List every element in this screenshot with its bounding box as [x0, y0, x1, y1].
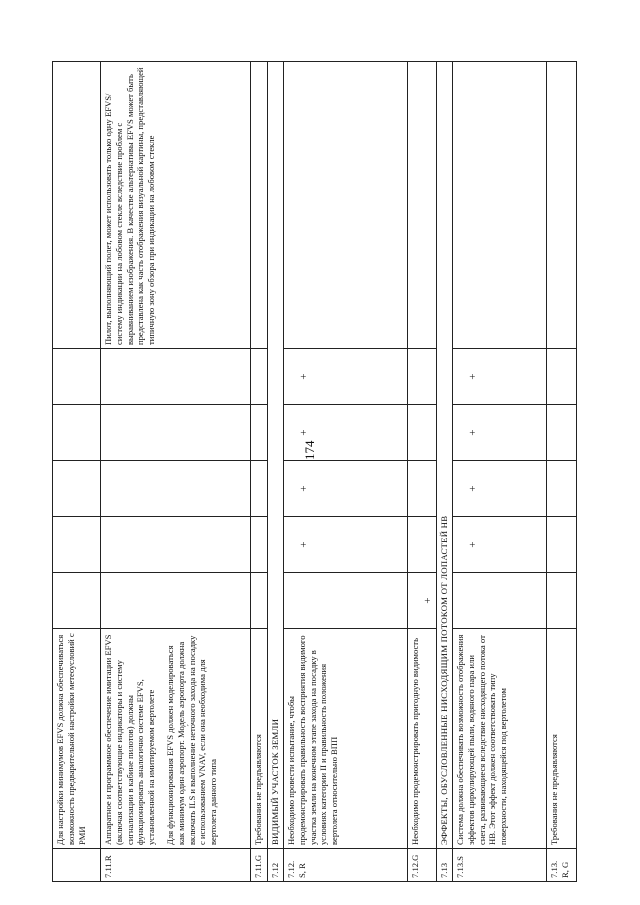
table-row — [53, 62, 101, 882]
level-mark-c2: + — [453, 517, 547, 573]
level-mark-c1 — [284, 573, 408, 629]
level-mark-c5 — [408, 349, 437, 405]
row-number: 7.12. S, R — [284, 849, 408, 882]
level-mark-c2 — [408, 517, 437, 573]
row-number: 7.12 — [268, 849, 284, 882]
requirement-paragraph: Аппаратное и программное обеспечение имитации EFVS (включая соответствующие индикаторы и систему сигнализации в кабине пилотов) должны функционировать аналогично системе EFVS, установленной на имитируемом вертолете — [103, 634, 157, 845]
level-mark-c5 — [251, 349, 268, 405]
rotated-table-container — [52, 62, 602, 882]
row-number: 7.13 — [437, 849, 453, 882]
level-mark-c5 — [547, 349, 577, 405]
row-number — [53, 849, 101, 882]
level-mark-c4 — [53, 405, 101, 461]
level-mark-c4 — [408, 405, 437, 461]
note-text: Пилот, выполняющий полет, может использовать только одну EFVS/систему индикации на лобовом стекле вследствие проблем с выравниванием изображения. В качестве альтернативы EFVS может быть представлена как часть отображения визуальной картины, представляющей типичную зону обзора при индикации на лобовом стекле — [101, 62, 251, 349]
level-mark-c4 — [251, 405, 268, 461]
level-mark-c1 — [53, 573, 101, 629]
note-text — [53, 62, 101, 349]
requirement-text — [453, 629, 547, 849]
level-mark-c5 — [101, 349, 251, 405]
level-mark-c1 — [251, 573, 268, 629]
section-heading: ЭФФЕКТЫ, ОБУСЛОВЛЕННЫЕ НИСХОДЯЩИМ ПОТОКОМ ОТ ЛОПАСТЕЙ НВ — [437, 62, 453, 849]
table-body — [53, 62, 577, 882]
level-mark-c2 — [53, 517, 101, 573]
row-number: 7.13. R, G — [547, 849, 577, 882]
level-mark-c2 — [251, 517, 268, 573]
requirement-text — [101, 629, 251, 849]
requirement-paragraph: Требования не предъявляются — [549, 734, 559, 845]
requirement-text — [53, 629, 101, 849]
level-mark-c4 — [101, 405, 251, 461]
level-mark-c3: + — [284, 461, 408, 517]
requirement-text — [251, 629, 268, 849]
table-row — [453, 62, 547, 882]
note-text — [453, 62, 547, 349]
requirement-paragraph: Для настройки минимумов EFVS должна обеспечиваться возможность предварительной настройки метеоусловий с РМИ — [55, 633, 87, 845]
level-mark-c1: + — [408, 573, 437, 629]
requirement-paragraph: Необходимо продемонстрировать пригодную видимость — [410, 638, 420, 845]
row-number: 7.11.G — [251, 849, 268, 882]
requirement-text — [284, 629, 408, 849]
level-mark-c4 — [547, 405, 577, 461]
level-mark-c3 — [53, 461, 101, 517]
requirements-table — [52, 61, 577, 882]
section-heading: ВИДИМЫЙ УЧАСТОК ЗЕМЛИ — [268, 62, 284, 849]
level-mark-c2: + — [284, 517, 408, 573]
row-number: 7.11.R — [101, 849, 251, 882]
note-text — [284, 62, 408, 349]
requirement-text — [408, 629, 437, 849]
level-mark-c1 — [101, 573, 251, 629]
level-mark-c1 — [547, 573, 577, 629]
table-row — [101, 62, 251, 882]
table-row — [284, 62, 408, 882]
table-row — [268, 62, 284, 882]
requirement-paragraph: Необходимо провести испытание, чтобы продемонстрировать правильность восприятия видимого участка земли на конечном этапе захода на посадку в условиях категории II и правильность положения вертолета относительно ВПП — [286, 635, 340, 845]
page-number: 174 — [302, 440, 317, 460]
table-row — [251, 62, 268, 882]
level-mark-c4: + — [453, 405, 547, 461]
requirement-paragraph: Для функционирования EFVS должен моделироваться как минимум один аэропорт. Модель аэропорта должна включать ILS и выполнение нето́чного захода на посадку с использованием VNAV, если она необходима для вертолета данного типа — [164, 635, 219, 845]
level-mark-c5 — [53, 349, 101, 405]
requirement-paragraph: Требования не предъявляются — [253, 734, 263, 845]
level-mark-c4: + — [284, 405, 408, 461]
row-number: 7.13.S — [453, 849, 547, 882]
level-mark-c3 — [408, 461, 437, 517]
table-row — [437, 62, 453, 882]
note-text — [251, 62, 268, 349]
level-mark-c3 — [251, 461, 268, 517]
level-mark-c1 — [453, 573, 547, 629]
note-text — [547, 62, 577, 349]
level-mark-c3 — [547, 461, 577, 517]
level-mark-c5: + — [453, 349, 547, 405]
table-row — [547, 62, 577, 882]
requirement-paragraph: Система должна обеспечивать возможность отображения эффектов циркулирующей пыли, водяного пара или снега, развивающиеся вследствие нисходящего потока от НВ. Этот эффект должен соответствовать типу поверхности, находящейся под вертолетом — [455, 634, 509, 845]
note-text — [408, 62, 437, 349]
level-mark-c3 — [101, 461, 251, 517]
requirement-text — [547, 629, 577, 849]
level-mark-c2 — [547, 517, 577, 573]
level-mark-c3: + — [453, 461, 547, 517]
table-row — [408, 62, 437, 882]
level-mark-c2 — [101, 517, 251, 573]
row-number: 7.12.G — [408, 849, 437, 882]
level-mark-c5: + — [284, 349, 408, 405]
